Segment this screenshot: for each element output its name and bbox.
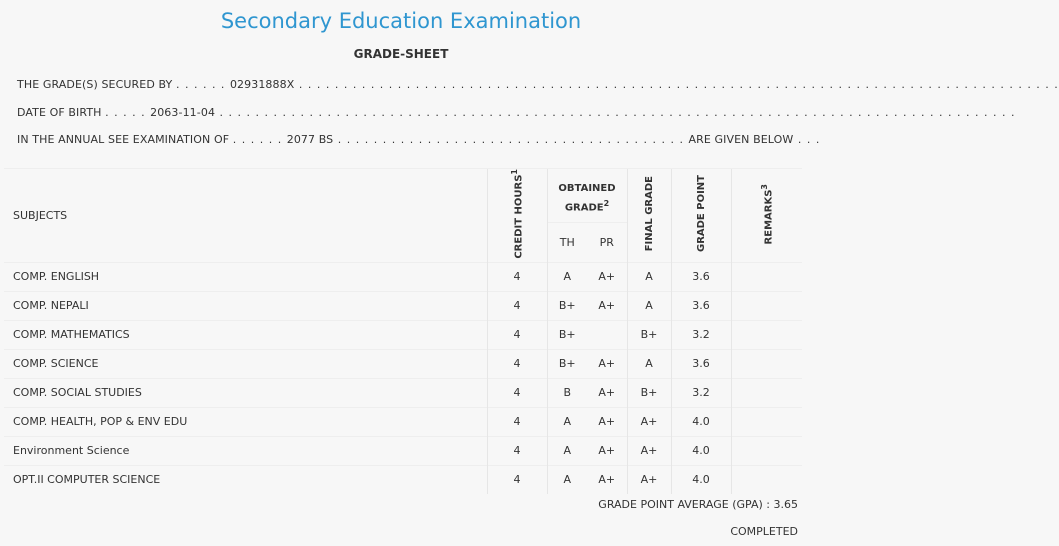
pr-grade: A+ bbox=[587, 407, 627, 436]
secured-by-line: THE GRADE(S) SECURED BY . . . . . . 02931888X . . . . . . . . . . . . . . . . . . . . . . . . . . . . . . . . . . . . . . . . . . . . . . . . . . . . . . . . . . . . . . . . . . . . . . . . . . . . . . . . . . . . . bbox=[17, 78, 1059, 91]
table-row bbox=[4, 407, 802, 436]
final-grade: A+ bbox=[627, 436, 671, 465]
th-grade: B+ bbox=[547, 320, 587, 349]
dob-value: 2063-11-04 bbox=[150, 106, 216, 119]
credit-hours: 4 bbox=[487, 407, 547, 436]
final-grade-header: FINAL GRADE bbox=[627, 169, 671, 263]
subject-name: COMP. HEALTH, POP & ENV EDU bbox=[4, 407, 487, 436]
obtained-grade-header: OBTAINED GRADE$^2$ bbox=[547, 169, 627, 223]
pr-grade: A+ bbox=[587, 378, 627, 407]
remarks bbox=[731, 465, 802, 494]
remarks bbox=[731, 407, 802, 436]
subjects-header: SUBJECTS bbox=[4, 169, 487, 263]
credit-hours: 4 bbox=[487, 291, 547, 320]
table-row bbox=[4, 378, 802, 407]
final-grade: A bbox=[627, 349, 671, 378]
credit-hours: 4 bbox=[487, 262, 547, 291]
credit-hours: 4 bbox=[487, 465, 547, 494]
remarks bbox=[731, 262, 802, 291]
final-grade: A bbox=[627, 262, 671, 291]
table-row bbox=[4, 291, 802, 320]
secured-by-label: THE GRADE(S) SECURED BY bbox=[17, 78, 173, 91]
exam-line: IN THE ANNUAL SEE EXAMINATION OF . . . . . . 2077 BS . . . . . . . . . . . . . . . . . . . . . . . . . . . . . . . . . . . . . . . ARE GIVEN BELOW . . . bbox=[17, 133, 821, 146]
remarks-header: REMARKS$^3$ bbox=[731, 169, 802, 263]
th-grade: A bbox=[547, 407, 587, 436]
grade-table bbox=[4, 168, 802, 494]
th-grade: A bbox=[547, 262, 587, 291]
grade-point: 4.0 bbox=[671, 465, 731, 494]
remarks bbox=[731, 291, 802, 320]
dob-line: DATE OF BIRTH . . . . . 2063-11-04 . . . . . . . . . . . . . . . . . . . . . . . . . . . . . . . . . . . . . . . . . . . . . . . . . . . . . . . . . . . . . . . . . . . . . . . . . . . . . . . . . . . . . . . . . bbox=[17, 106, 1016, 119]
pr-grade: A+ bbox=[587, 349, 627, 378]
subject-name: COMP. NEPALI bbox=[4, 291, 487, 320]
exam-suffix: ARE GIVEN BELOW bbox=[688, 133, 794, 146]
grade-point: 3.6 bbox=[671, 262, 731, 291]
grade-point: 3.2 bbox=[671, 320, 731, 349]
pr-grade bbox=[587, 320, 627, 349]
table-row bbox=[4, 436, 802, 465]
remarks bbox=[731, 349, 802, 378]
pr-grade: A+ bbox=[587, 262, 627, 291]
grade-point: 3.6 bbox=[671, 349, 731, 378]
credit-hours: 4 bbox=[487, 436, 547, 465]
th-grade: A bbox=[547, 436, 587, 465]
pr-header: PR bbox=[587, 223, 627, 262]
symbol-number: 02931888X bbox=[229, 78, 295, 91]
grade-point: 4.0 bbox=[671, 436, 731, 465]
exam-label: IN THE ANNUAL SEE EXAMINATION OF bbox=[17, 133, 230, 146]
th-grade: B+ bbox=[547, 291, 587, 320]
pr-grade: A+ bbox=[587, 465, 627, 494]
final-grade: A bbox=[627, 291, 671, 320]
pr-grade: A+ bbox=[587, 436, 627, 465]
gpa-line bbox=[598, 498, 798, 511]
table-row bbox=[4, 465, 802, 494]
credit-hours: 4 bbox=[487, 378, 547, 407]
subject-name: OPT.II COMPUTER SCIENCE bbox=[4, 465, 487, 494]
remarks bbox=[731, 436, 802, 465]
final-grade: B+ bbox=[627, 378, 671, 407]
pr-grade: A+ bbox=[587, 291, 627, 320]
final-grade: B+ bbox=[627, 320, 671, 349]
grade-sheet-heading: GRADE-SHEET bbox=[353, 47, 449, 61]
table-row bbox=[4, 262, 802, 291]
th-grade: B bbox=[547, 378, 587, 407]
credit-hours: 4 bbox=[487, 349, 547, 378]
exam-year: 2077 BS bbox=[286, 133, 334, 146]
grade-point-header: GRADE POINT bbox=[671, 169, 731, 263]
final-grade: A+ bbox=[627, 465, 671, 494]
th-header: TH bbox=[547, 223, 587, 262]
gpa-value: 3.65 bbox=[773, 498, 798, 511]
remarks bbox=[731, 378, 802, 407]
th-grade: B+ bbox=[547, 349, 587, 378]
grade-point: 4.0 bbox=[671, 407, 731, 436]
credit-hours-header: CREDIT HOURS$^1$ bbox=[487, 169, 547, 263]
subject-name: COMP. MATHEMATICS bbox=[4, 320, 487, 349]
dob-label: DATE OF BIRTH bbox=[17, 106, 102, 119]
subject-name: COMP. SCIENCE bbox=[4, 349, 487, 378]
remarks bbox=[731, 320, 802, 349]
credit-hours: 4 bbox=[487, 320, 547, 349]
subject-name: COMP. SOCIAL STUDIES bbox=[4, 378, 487, 407]
final-grade: A+ bbox=[627, 407, 671, 436]
th-grade: A bbox=[547, 465, 587, 494]
result-status: COMPLETED bbox=[730, 525, 798, 538]
grade-point: 3.6 bbox=[671, 291, 731, 320]
subject-name: COMP. ENGLISH bbox=[4, 262, 487, 291]
gpa-label: GRADE POINT AVERAGE (GPA) : bbox=[598, 498, 770, 511]
subject-name: Environment Science bbox=[4, 436, 487, 465]
page-title: Secondary Education Examination bbox=[220, 9, 582, 33]
table-row bbox=[4, 320, 802, 349]
grade-point: 3.2 bbox=[671, 378, 731, 407]
table-row bbox=[4, 349, 802, 378]
